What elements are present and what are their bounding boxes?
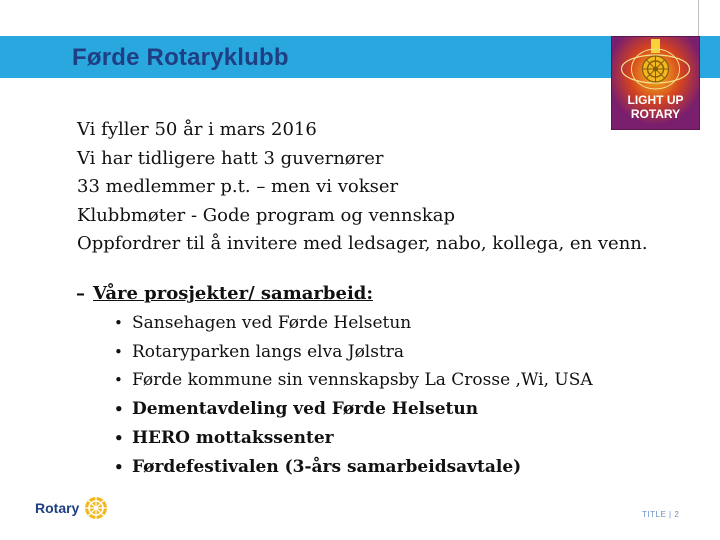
intro-line: Oppfordrer til å invitere med ledsager, nabo, kollega, en venn. [77,233,648,254]
projects-heading [76,283,373,304]
intro-line: 33 medlemmer p.t. – men vi vokser [77,176,399,197]
list-item: • Dementavdeling ved Førde Helsetun [114,395,593,424]
footer-separator: | [669,510,672,519]
logo-line-2: ROTARY [630,107,681,121]
logo-line-1: LIGHT UP [627,93,684,107]
list-item: • Førde kommune sin vennskapsby La Crosse ,Wi, USA [114,366,593,395]
dash-marker: – [76,283,85,304]
list-item: • Førdefestivalen (3-års samarbeidsavtale) [114,453,593,482]
footer-title: TITLE [642,510,667,519]
list-item: • Sansehagen ved Førde Helsetun [114,309,593,338]
projects-list [114,309,593,481]
intro-line: Vi har tidligere hatt 3 guvernører [77,147,384,169]
footer-label [642,510,679,519]
rotary-wheel-icon [643,56,669,82]
projects-heading-text: Våre prosjekter/ samarbeid: [93,283,374,304]
list-item: • Rotaryparken langs elva Jølstra [114,338,593,367]
intro-text [77,116,648,259]
rotary-wheel-icon [83,495,109,521]
page-number: 2 [674,510,680,519]
list-item: • HERO mottakssenter [114,424,593,453]
intro-line: Klubbmøter - Gode program og vennskap [77,204,455,226]
rotary-brand-text: Rotary [35,500,80,516]
corner-divider [698,0,699,36]
intro-line: Vi fyller 50 år i mars 2016 [77,119,317,140]
slide-title: Førde Rotaryklubb [72,44,289,71]
